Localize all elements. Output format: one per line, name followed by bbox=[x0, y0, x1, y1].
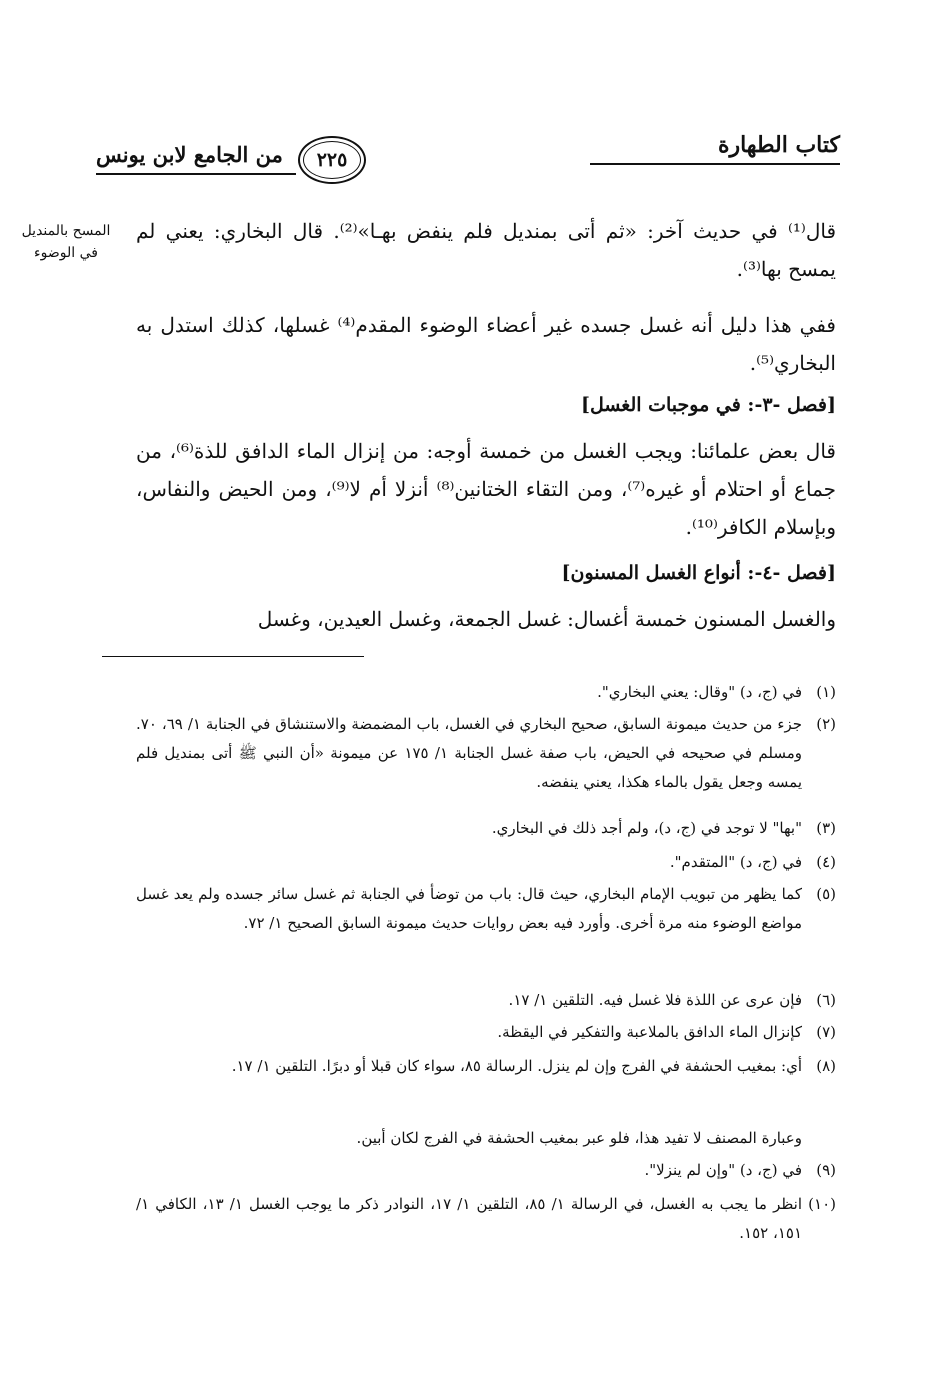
footnote-number: (١٠) bbox=[808, 1195, 836, 1213]
footnote-text: كما يظهر من تبويب الإمام البخاري، حيث قال: باب من توضأ في الجنابة ثم غسل سائر جسده ولم يعد غسل مواضع الوضوء منه مرة أخرى. وأورد فيه بعض روايات حديث ميمونة السابق الصحيح ١/ ٧٢. bbox=[136, 885, 802, 932]
footnote-separator bbox=[102, 656, 364, 657]
footnote-text: فإن عرى عن اللذة فلا غسل فيه. التلقين ١/ ١٧. bbox=[508, 991, 802, 1009]
footnote-number: (٥) bbox=[816, 885, 836, 903]
footnote-text: أي: بمغيب الحشفة في الفرج وإن لم ينزل. الرسالة ٨٥، سواء كان قبلا أو دبرًا. التلقين ١/ ١٧. bbox=[231, 1057, 802, 1075]
paragraph-2: ففي هذا دليل أنه غسل جسده غير أعضاء الوضوء المقدم⁽⁴⁾ غسلها، كذلك استدل به البخاري⁽⁵⁾. bbox=[136, 313, 836, 375]
footnote bbox=[136, 814, 836, 843]
footnote-text: في (ج، د) "وقال: يعني البخاري". bbox=[597, 683, 802, 701]
footnote bbox=[136, 1190, 836, 1248]
footnote bbox=[136, 1018, 836, 1047]
footnote bbox=[136, 848, 836, 877]
footnote-text: كإنزال الماء الدافق بالملاعبة والتفكير في اليقظة. bbox=[497, 1023, 802, 1041]
footnote-text: وعبارة المصنف لا تفيد هذا، فلو عبر بمغيب الحشفة في الفرج لكان أبين. bbox=[356, 1129, 802, 1147]
footnote-number: (٩) bbox=[816, 1161, 836, 1179]
footnote-text: في (ج، د) "المتقدم". bbox=[669, 853, 802, 871]
footnote-number: (٢) bbox=[816, 715, 836, 733]
footnote bbox=[136, 1052, 836, 1081]
book-title: كتاب الطهارة bbox=[717, 132, 840, 158]
footnote-number: (٧) bbox=[816, 1023, 836, 1041]
footnote-number: (٣) bbox=[816, 819, 836, 837]
footnote bbox=[136, 1124, 836, 1153]
footnote-text: انظر ما يجب به الغسل، في الرسالة ١/ ٨٥، التلقين ١/ ١٧، النوادر ذكر ما يوجب الغسل ١/ ١٣، الكافي ١/ ١٥١، ١٥٢. bbox=[136, 1195, 803, 1242]
footnote bbox=[136, 986, 836, 1015]
footnote bbox=[136, 678, 836, 707]
paragraph-1: قال⁽¹⁾ في حديث آخر: «ثم أتى بمنديل فلم ينفض بهـا»⁽²⁾. قال البخاري: يعني لم يمسح بها⁽³⁾. bbox=[136, 219, 837, 281]
footnote-text: "بها" لا توجد في (ج، د)، ولم أجد ذلك في البخاري. bbox=[491, 819, 802, 837]
footnote-text: في (ج، د) "وإن لم ينزلا". bbox=[644, 1161, 802, 1179]
paragraph-4: والغسل المسنون خمسة أغسال: غسل الجمعة، وغسل العيدين، وغسل bbox=[257, 607, 836, 631]
footnote-number: (٤) bbox=[816, 853, 836, 871]
footnote-number: (٨) bbox=[816, 1057, 836, 1075]
footnote-number: (٦) bbox=[816, 991, 836, 1009]
page-number: ٢٢٥ bbox=[316, 149, 348, 171]
footnote-text: جزء من حديث ميمونة السابق، صحيح البخاري في الغسل، باب المضمضة والاستنشاق في الجنابة ١/ ٦٩، ٧٠. ومسلم في صحيحه في الحيض، باب صفة غسل الجنابة ١/ ١٧٥ عن ميمونة «أن النبي ﷺ أتى بمنديل فلم يمسه وجعل يقول بالماء هكذا، يعني ينفضه. bbox=[136, 715, 803, 791]
footnote-number: (١) bbox=[816, 683, 836, 701]
footnote-number bbox=[802, 1124, 836, 1153]
footnote bbox=[136, 710, 836, 797]
section-heading-3: [فصل -٣-: في موجبات الغسل] bbox=[580, 394, 836, 416]
running-title: من الجامع لابن يونس bbox=[96, 142, 283, 167]
footnote bbox=[136, 1156, 836, 1185]
header-rule-right bbox=[590, 163, 840, 165]
page-number-badge bbox=[298, 136, 366, 184]
footnote bbox=[136, 880, 836, 938]
header-rule-left bbox=[96, 173, 296, 175]
paragraph-3: قال بعض علمائنا: ويجب الغسل من خمسة أوجه: من إنزال الماء الدافق للذة⁽⁶⁾، من جماع أو احتلام أو غيره⁽⁷⁾، ومن التقاء الختانين⁽⁸⁾ أنزلا أم لا⁽⁹⁾، ومن الحيض والنفاس، وبإسلام الكافر⁽¹⁰⁾. bbox=[136, 439, 836, 539]
section-heading-4: [فصل -٤-: أنواع الغسل المسنون] bbox=[561, 562, 836, 584]
margin-note: المسح بالمنديل في الوضوء bbox=[21, 223, 111, 261]
